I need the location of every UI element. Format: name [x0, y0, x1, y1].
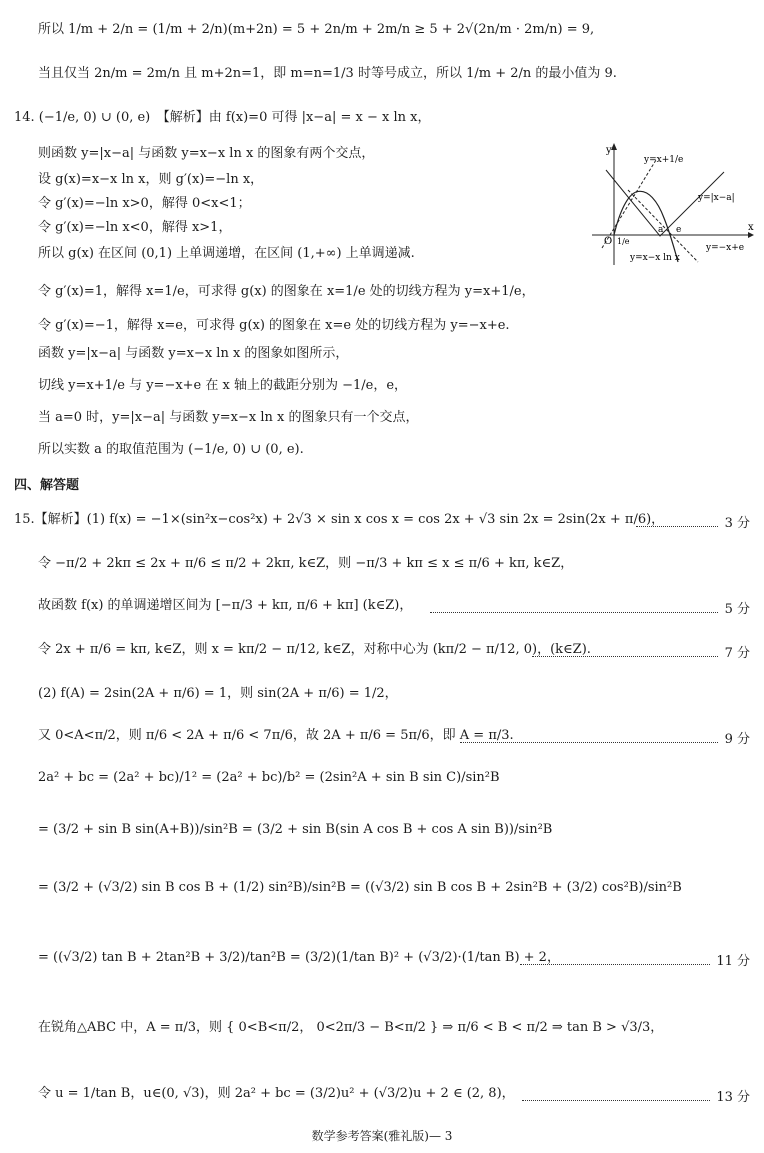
- dot-leader: [520, 964, 710, 965]
- problem-14-answer: 14. (−1/e, 0) ∪ (0, e) 【解析】由 f(x)=0 可得 |x−a| = x − x ln x，: [14, 110, 431, 125]
- problem-15-line-8: = (3/2 + sin B sin(A+B))/sin²B = (3/2 + sin B(sin A cos B + cos A sin B))/sin²B: [38, 822, 553, 837]
- x-axis-label: x: [748, 222, 754, 233]
- problem-15-line-2: 令 −π/2 + 2kπ ≤ 2x + π/6 ≤ π/2 + 2kπ, k∈Z，则 −π/3 + kπ ≤ x ≤ π/6 + kπ, k∈Z，: [38, 556, 574, 571]
- score-9: 9 分: [724, 732, 750, 747]
- problem-15-line-5: (2) f(A) = 2sin(2A + π/6) = 1，则 sin(2A + π/6) = 1/2，: [38, 686, 398, 701]
- problem-15-line-12: 令 u = 1/tan B，u∈(0, √3)，则 2a² + bc = (3/2)u² + (√3/2)u + 2 ∈ (2, 8)，: [38, 1086, 515, 1101]
- text-line-11: 函数 y=|x−a| 与函数 y=x−x ln x 的图象如图所示，: [38, 346, 349, 361]
- dot-leader: [522, 1100, 710, 1101]
- score-11: 11 分: [716, 954, 750, 969]
- y-axis-arrow: [611, 143, 617, 150]
- problem-14-figure: [588, 140, 756, 270]
- tick-1e: 1/e: [617, 237, 630, 246]
- text-line-1: 所以 1/m + 2/n = (1/m + 2/n)(m+2n) = 5 + 2n/m + 2m/n ≥ 5 + 2√(2n/m · 2m/n) = 9,: [38, 22, 595, 37]
- y-axis-label: y: [606, 145, 612, 156]
- score-7: 7 分: [724, 646, 750, 661]
- problem-15-line-4: 令 2x + π/6 = kπ, k∈Z，则 x = kπ/2 − π/12, k∈Z，对称中心为 (kπ/2 − π/12, 0)，(k∈Z).: [38, 642, 591, 657]
- text-line-6: 令 g′(x)=−ln x>0，解得 0<x<1；: [38, 196, 251, 211]
- score-13: 13 分: [716, 1090, 750, 1105]
- problem-15-line-11: 在锐角△ABC 中，A = π/3，则 { 0<B<π/2， 0<2π/3 − B<π/2 } ⇒ π/6 < B < π/2 ⇒ tan B > √3/3，: [38, 1020, 664, 1035]
- tangent1-label: y=x+1/e: [644, 155, 684, 165]
- text-line-5: 设 g(x)=x−x ln x，则 g′(x)=−ln x，: [38, 172, 264, 187]
- dot-leader: [460, 742, 718, 743]
- abs-graph: [606, 170, 724, 236]
- tick-a: a: [658, 225, 664, 235]
- curve-g: [614, 191, 678, 262]
- problem-15-line-10: = ((√3/2) tan B + 2tan²B + 3/2)/tan²B = (3/2)(1/tan B)² + (√3/2)·(1/tan B) + 2，: [38, 950, 560, 965]
- problem-15-line-6: 又 0<A<π/2，则 π/6 < 2A + π/6 < 7π/6，故 2A + π/6 = 5π/6，即 A = π/3.: [38, 728, 514, 743]
- text-line-13: 当 a=0 时，y=|x−a| 与函数 y=x−x ln x 的图象只有一个交点，: [38, 410, 419, 425]
- problem-15-line-1: 15.【解析】(1) f(x) = −1×(sin²x−cos²x) + 2√3 × sin x cos x = cos 2x + √3 sin 2x = 2sin(2x + π/6)，: [14, 512, 665, 527]
- tangent2-label: y=−x+e: [706, 243, 745, 253]
- problem-15-line-7: 2a² + bc = (2a² + bc)/1² = (2a² + bc)/b² = (2sin²A + sin B sin C)/sin²B: [38, 770, 500, 785]
- page-footer: 数学参考答案(雅礼版)— 3: [311, 1129, 453, 1143]
- curve-label: y=x−x ln x: [630, 253, 680, 263]
- text-line-7: 令 g′(x)=−ln x<0，解得 x>1，: [38, 220, 232, 235]
- section-heading: 四、解答题: [14, 478, 80, 493]
- text-line-2: 当且仅当 2n/m = 2m/n 且 m+2n=1，即 m=n=1/3 时等号成立，所以 1/m + 2/n 的最小值为 9.: [38, 66, 617, 81]
- problem-15-line-9: = (3/2 + (√3/2) sin B cos B + (1/2) sin²B)/sin²B = ((√3/2) sin B cos B + 2sin²B + (3/2) cos²B)/sin²B: [38, 880, 682, 895]
- abs-label: y=|x−a|: [698, 193, 735, 203]
- text-line-12: 切线 y=x+1/e 与 y=−x+e 在 x 轴上的截距分别为 −1/e，e，: [38, 378, 408, 393]
- dot-leader: [636, 526, 718, 527]
- text-line-10: 令 g′(x)=−1，解得 x=e，可求得 g(x) 的图象在 x=e 处的切线方程为 y=−x+e.: [38, 318, 510, 333]
- dot-leader: [532, 656, 718, 657]
- problem-15-line-3: 故函数 f(x) 的单调递增区间为 [−π/3 + kπ, π/6 + kπ] (k∈Z)，: [38, 598, 413, 613]
- tick-e: e: [676, 225, 682, 235]
- score-3: 3 分: [724, 516, 750, 531]
- dot-leader: [430, 612, 718, 613]
- origin-label: O: [604, 236, 613, 247]
- text-line-8: 所以 g(x) 在区间 (0,1) 上单调递增，在区间 (1,+∞) 上单调递减.: [38, 246, 415, 261]
- score-5: 5 分: [724, 602, 750, 617]
- text-line-9: 令 g′(x)=1，解得 x=1/e，可求得 g(x) 的图象在 x=1/e 处的切线方程为 y=x+1/e，: [38, 284, 535, 299]
- text-line-14: 所以实数 a 的取值范围为 (−1/e, 0) ∪ (0, e).: [38, 442, 304, 457]
- text-line-4: 则函数 y=|x−a| 与函数 y=x−x ln x 的图象有两个交点，: [38, 146, 375, 161]
